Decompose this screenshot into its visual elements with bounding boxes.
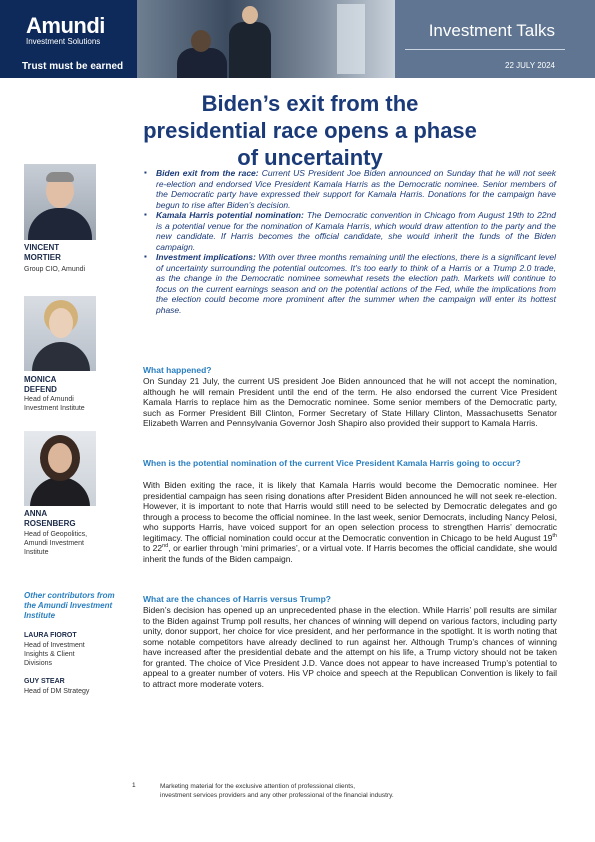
section-heading: What happened? — [143, 365, 212, 375]
page-title: Biden’s exit from the presidential race opens a phase of uncertainty — [143, 91, 477, 170]
section-body: On Sunday 21 July, the current US president Joe Biden announced that he will not accept the nomination, although he will remain President until the end of the term. He also endorsed the current Vice President Kamala Harris to replace him as the Democratic nominee. Some senior members of the Democratic party, such as Former President Bill Clinton, Former Secretary of State Hillary Clinton, Massachusetts Senator Elizabeth Warren and Pennsylvania Governor Josh Shapiro also provided their support to Kamala Harris. — [143, 376, 557, 428]
contributor-name: GUY STEAR — [24, 678, 65, 685]
section-heading: When is the potential nomination of the current Vice President Kamala Harris going to occur? — [143, 458, 521, 468]
section-heading: What are the chances of Harris versus Trump? — [143, 594, 332, 604]
section-body: Biden’s decision has opened up an unprecedented phase in the election. While Harris’ poll results are similar to the Biden against Trump poll results, her chances of winning will depend on various factors, including party unity, donor support, her choice for vice president, and her performance in the spotlight. It is worth noting that some notable competitors have already declined to run against her. Although Trump’s chances of winning have increased after the presidential debate and the attempt on his life, a Trump victory should not be taken for granted. The choice of Vice President J.D. Vance does not appear to have increased Trump’s potential to appeal to a greater number of voters. His VP choice and speech at the Republican Convention is likely to fail to attract more moderate voters. — [143, 605, 557, 689]
contributor-name: LAURA FIOROT — [24, 632, 77, 639]
author-role: Head of Geopolitics, Amundi Investment Institute — [24, 531, 88, 556]
header-photo — [137, 0, 395, 78]
series-title: Investment Talks — [428, 21, 555, 40]
footer-disclaimer: Marketing material for the exclusive attention of professional clients, investment services providers and any other professional of the financial industry. — [160, 783, 394, 799]
header-divider — [405, 49, 565, 50]
section-body: With Biden exiting the race, it is likely that Kamala Harris would become the Democratic nominee. Her presidential campaign has seen rising donations after President Biden announced he will not seek re-election. However, it is important to note that Harris would still need to be selected by Democratic delegates and go through a process to become the official nominee. In the last week, senior Democrats, including Nancy Pelosi, who supports Harris, have voiced support for an open selection process to strengthen Harris’ democratic legitimacy. The official nomination could occur at the Democratic convention in Chicago to be held August 19th to 22nd, or earlier through ‘mini primaries’, or a virtual vote. If Harris becomes the official candidate, she would inherit the funds of the Biden campaign. — [143, 480, 557, 564]
logo-area — [0, 0, 137, 78]
key-point: ▪ Investment implications: With over three months remaining until the elections, there is a significant level of uncertainty surrounding the potential outcomes. It’s too early to think of a Harris or a Trump 2.0 trade, as the change in the Democratic nominee somewhat resets the election path. Markets will continue to focus on the current earnings season and on the potential actions of the Fed, while the implications from the election could become more prominent after the summer when the campaign will enter its hottest phase. — [144, 252, 556, 315]
author-name: VINCENT MORTIER — [24, 243, 61, 262]
key-point: ▪ Biden exit from the race: Current US President Joe Biden announced on Sunday that he will not seek re-election and endorsed Vice President Kamala Harris as the Democratic nominee. Senior members of the Democratic party have expressed their support for Kamala Harris. Donations for the campaign have begun to rise after Biden’s decision. — [144, 168, 556, 210]
key-points-list — [144, 168, 556, 315]
contributors-heading: Other contributors from the Amundi Investment Institute — [24, 591, 115, 620]
contributor-role: Head of Investment Insights & Client Divisions — [24, 642, 85, 667]
contributor-role: Head of DM Strategy — [24, 688, 90, 695]
logo-subtitle: Investment Solutions — [26, 37, 101, 46]
author-name: MONICA DEFEND — [24, 375, 57, 394]
author-photo-monica-defend — [24, 296, 96, 371]
amundi-logo: Amundi — [26, 13, 105, 38]
tagline: Trust must be earned — [22, 61, 124, 72]
author-photo-anna-rosenberg — [24, 431, 96, 506]
author-role: Head of Amundi Investment Institute — [24, 396, 85, 412]
page-number: 1 — [132, 782, 136, 789]
author-photo-vincent-mortier — [24, 164, 96, 240]
key-point: ▪ Kamala Harris potential nomination: The Democratic convention in Chicago from August 19th to 22nd is a potential venue for the nomination of Kamala Harris, which would draw attention to the party and the new candidate. If Harris becomes the official candidate, she would inherit the funds of the Biden campaign. — [144, 210, 556, 252]
author-name: ANNA ROSENBERG — [24, 509, 76, 528]
author-role: Group CIO, Amundi — [24, 266, 86, 273]
publication-date: 22 JULY 2024 — [505, 61, 555, 70]
